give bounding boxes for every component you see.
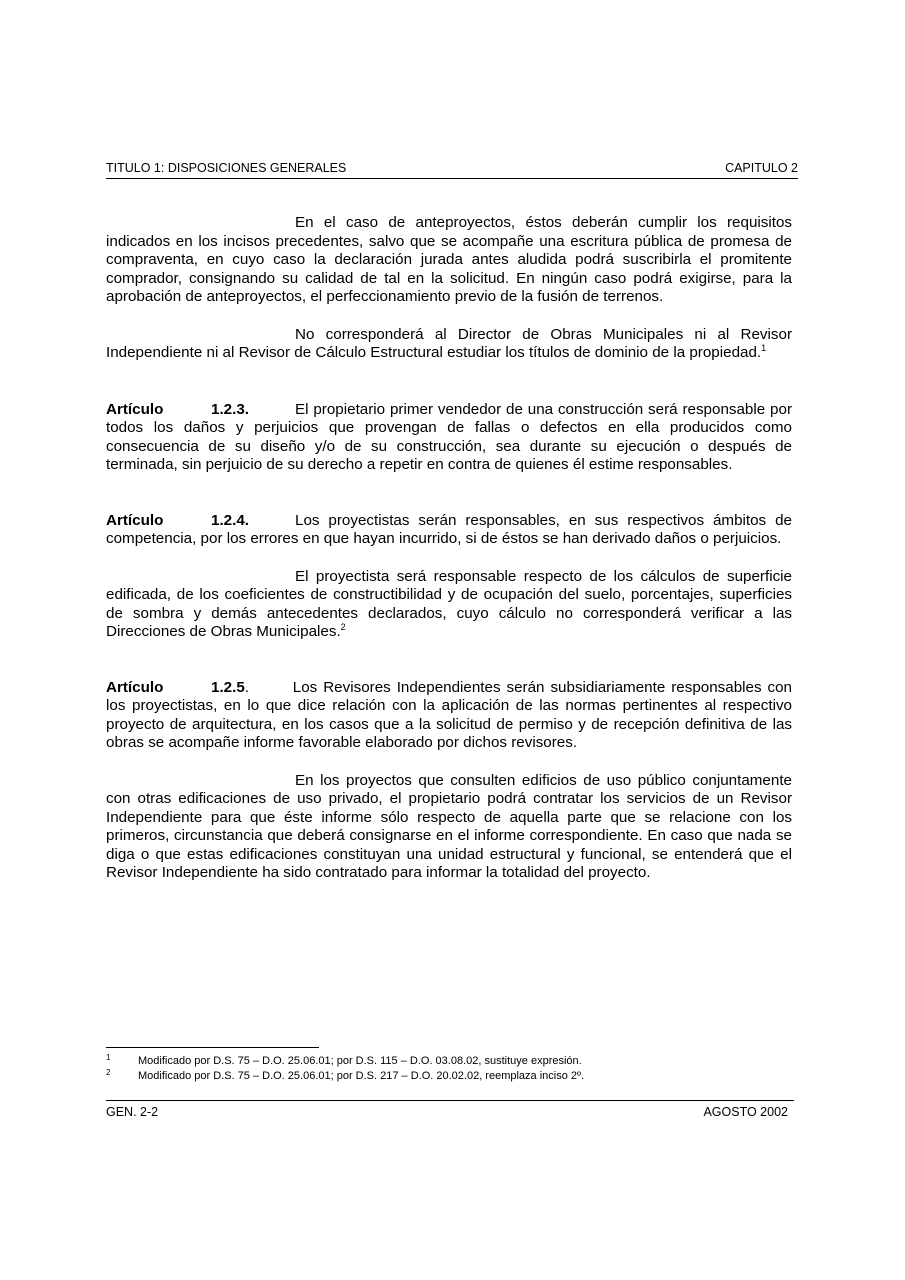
article-label: Artículo bbox=[106, 400, 164, 418]
article-number-suffix: . bbox=[244, 678, 250, 696]
article-1-2-3 bbox=[106, 401, 792, 475]
article-text: Los Revisores Independientes serán subsidiariamente responsables con los proyectistas, en lo que dice relación con la aplicación de las normas pertinentes al respectivo proyecto de arquitectura, en los casos que a la solicitud de permiso y de recepción definitiva de las obras se acompañe informe favorable elaborado por dichos revisores. bbox=[106, 678, 792, 751]
article-1-2-4 bbox=[106, 512, 792, 549]
page-footer bbox=[106, 1100, 794, 1119]
footnote-text: Modificado por D.S. 75 – D.O. 25.06.01; por D.S. 115 – D.O. 03.08.02, sustituye expresión. bbox=[138, 1055, 582, 1067]
footer-date: AGOSTO 2002 bbox=[703, 1105, 788, 1119]
paragraph-text: En los proyectos que consulten edificios de uso público conjuntamente con otras edificaciones de uso privado, el propietario podrá contratar los servicios de un Revisor Independiente para que éste informe sólo respecto de aquella parte que se relacione con los primeros, circunstancia que deberá consignarse en el informe correspondiente. En caso que nada se diga o que estas edificaciones constituyan una unidad estructural y funcional, se entenderá que el Revisor Independiente ha sido contratado para informar la totalidad del proyecto. bbox=[106, 771, 792, 881]
article-label: Artículo bbox=[106, 678, 164, 696]
footnotes bbox=[106, 1054, 806, 1084]
article-1-2-4-paragraph-2 bbox=[106, 568, 792, 642]
footnote-ref: 1 bbox=[761, 343, 767, 353]
article-text: El propietario primer vendedor de una construcción será responsable por todos los daños y perjuicios que provengan de fallas o defectos en ella producidos como consecuencia de su diseño y/o de su construcción, sea durante su ejecución o después de terminada, sin perjuicio de su derecho a repetir en contra de quienes él estime responsables. bbox=[106, 400, 792, 473]
document-body bbox=[106, 214, 792, 883]
article-1-2-5 bbox=[106, 679, 792, 753]
paragraph-text: En el caso de anteproyectos, éstos deberán cumplir los requisitos indicados en los incisos precedentes, salvo que se acompañe una escritura pública de promesa de compraventa, en cuyo caso la declaración jurada antes aludida podrá suscribirla el promitente comprador, consignando su calidad de tal en la solicitud. En ningún caso podrá exigirse, para la aprobación de anteproyectos, el perfeccionamiento previo de la fusión de terrenos. bbox=[106, 214, 792, 305]
paragraph-text: El proyectista será responsable respecto de los cálculos de superficie edificada, de los coeficientes de constructibilidad y de ocupación del suelo, porcentajes, superficies de sombra y demás antecedentes declarados, cuyo cálculo no corresponderá verificar a las Direcciones de Obras Municipales. bbox=[106, 567, 792, 640]
paragraph-text: No corresponderá al Director de Obras Municipales ni al Revisor Independiente ni al Revisor de Cálculo Estructural estudiar los títulos de dominio de la propiedad. bbox=[106, 325, 792, 361]
page-header bbox=[106, 160, 798, 179]
article-number: 1.2.5 bbox=[211, 678, 245, 696]
header-title: TITULO 1: DISPOSICIONES GENERALES bbox=[106, 161, 347, 175]
footer-page-number: GEN. 2-2 bbox=[106, 1105, 159, 1119]
paragraph-anteproyectos bbox=[106, 214, 792, 307]
footnote-separator bbox=[106, 1047, 319, 1048]
article-number: 1.2.4. bbox=[211, 511, 249, 529]
article-text: Los proyectistas serán responsables, en sus respectivos ámbitos de competencia, por los errores en que hayan incurrido, si de éstos se han derivado daños o perjuicios. bbox=[106, 511, 792, 547]
header-chapter: CAPITULO 2 bbox=[725, 161, 798, 175]
footnote-text: Modificado por D.S. 75 – D.O. 25.06.01; por D.S. 217 – D.O. 20.02.02, reemplaza inciso 2º. bbox=[138, 1070, 585, 1082]
article-label: Artículo bbox=[106, 511, 164, 529]
footnote-1 bbox=[106, 1054, 806, 1069]
article-number: 1.2.3. bbox=[211, 400, 249, 418]
paragraph-titulos-dominio bbox=[106, 326, 792, 363]
footnote-number: 1 bbox=[106, 1053, 111, 1062]
footnote-number: 2 bbox=[106, 1068, 111, 1077]
footnote-2 bbox=[106, 1069, 806, 1084]
footnote-ref: 2 bbox=[340, 622, 346, 632]
article-1-2-5-paragraph-2 bbox=[106, 772, 792, 883]
